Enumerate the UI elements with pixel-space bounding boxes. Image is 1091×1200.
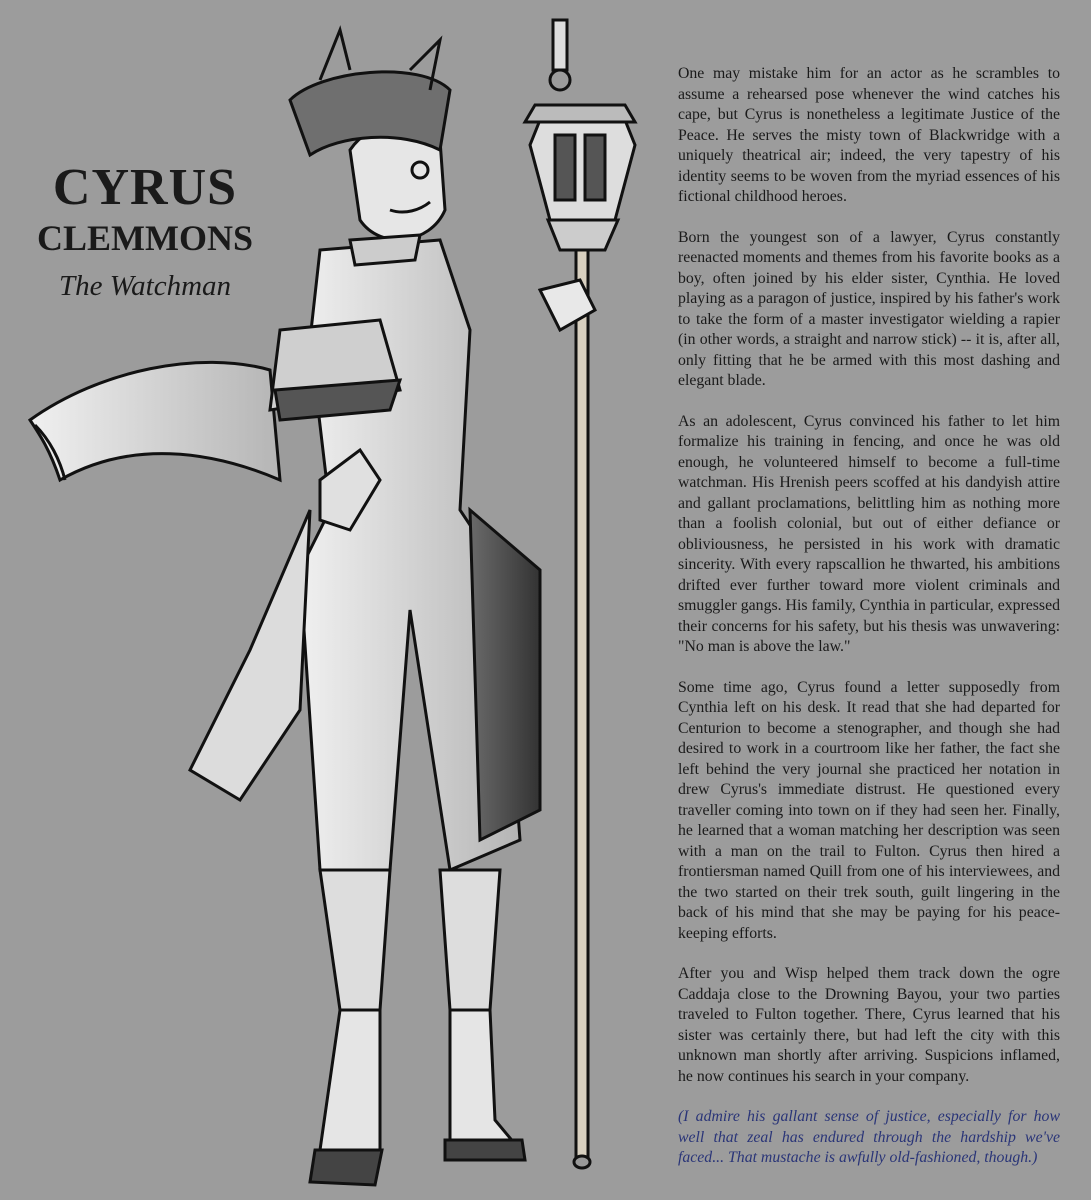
bio-paragraph: One may mistake him for an actor as he scrambles to assume a rehearsed pose whenever the wind catches his cape, but Cyrus is nonetheless a legitimate Justice of the Peace. He serves the misty town of Blackwridge with a uniquely theatrical air; indeed, the very tapestry of his identity seems to be woven from the myriad essences of his fictional childhood heroes. <box>678 65 1060 205</box>
bio-paragraph: As an adolescent, Cyrus convinced his father to let him formalize his training in fencing, and once he was old enough, he volunteered himself to become a full-time watchman. His Hrenish peers scoffed at his dandyish attire and gallant proclamations, belittling him as nothing more than a foolish colonial, but out of either defiance or obliviousness, he persisted in his work with dramatic sincerity. With every rapscallion he thwarted, his ambitions drifted ever further toward more violent criminals and smuggler gangs. His family, Cynthia in particular, expressed their concerns for his safety, but his thesis was unwavering: "No man is above the law." <box>678 412 1060 655</box>
character-subtitle: The Watchman <box>58 270 232 302</box>
bio-paragraph: Some time ago, Cyrus found a letter supposedly from Cynthia left on his desk. It read that she had departed for Centurion to become a stenographer, and though she had desired to work in a courtroom like her father, the fact she left behind the very journal she practiced her notation in drew Cyrus's immediate distrust. He questioned every traveller coming into town on if they had seen her. Finally, he learned that a woman matching her description was seen with a man on the trail to Fulton. Cyrus then hired a frontiersman named Quill from one of his interviewees, and the two started on their trek south, guilt lingering in the back of his mind that she may be paying for his peace-keeping efforts. <box>678 678 1060 942</box>
narrator-note: (I admire his gallant sense of justice, especially for how well that zeal has endured through the hardship we've faced... That mustache is awfully old-fashioned, though.) <box>678 1108 1060 1166</box>
biography <box>678 64 1060 1189</box>
bio-paragraph: Born the youngest son of a lawyer, Cyrus constantly reenacted moments and themes from his favorite books as a boy, often joined by his elder sister, Cynthia. He loved playing as a paragon of justice, inspired by his father's work to take the form of a master investigator wielding a rapier (in other words, a straight and narrow stick) -- it is, after all, only fitting that he be armed with this most dashing and elegant blade. <box>678 228 1060 389</box>
bio-paragraph: After you and Wisp helped them track down the ogre Caddaja close to the Drowning Bayou, your two parties traveled to Fulton together. There, Cyrus learned that his sister was certainly there, but had left the city with this unknown man shortly after arriving. Suspicions inflamed, he now continues his search in your company. <box>678 965 1060 1085</box>
cape-flowing <box>30 362 280 480</box>
character-first-name: CYRUS <box>52 159 238 216</box>
character-illustration <box>20 10 660 1190</box>
character-last-name: CLEMMONS <box>37 218 253 258</box>
head <box>290 30 450 265</box>
